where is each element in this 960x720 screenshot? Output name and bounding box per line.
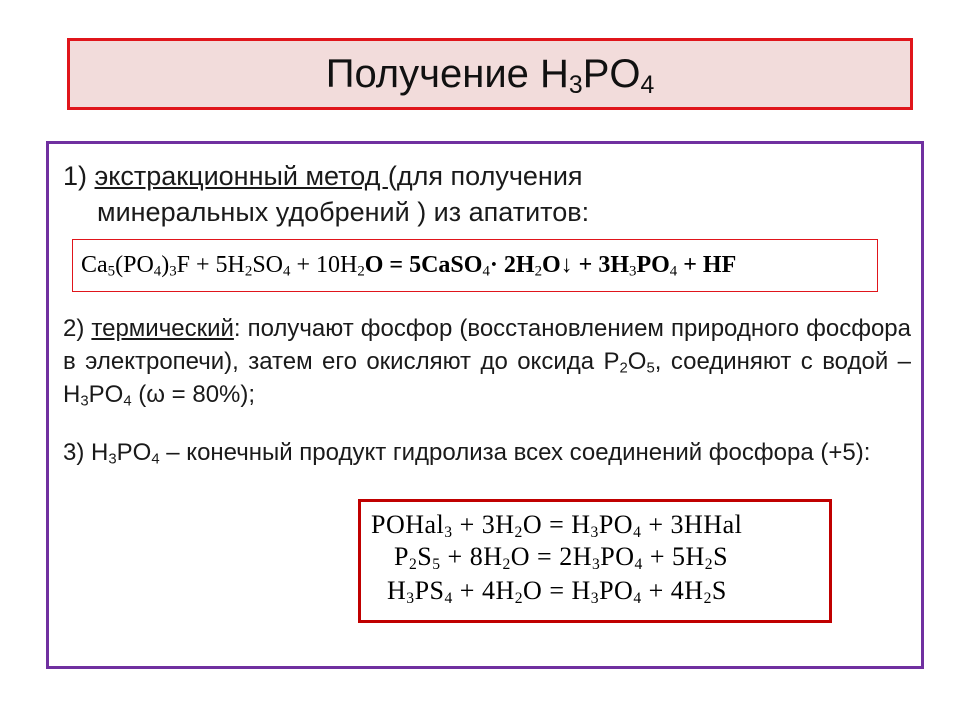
equation-box-hydrolysis bbox=[358, 499, 832, 623]
item-thermal bbox=[63, 312, 911, 411]
item-text: H bbox=[91, 439, 109, 466]
subscript: 4 bbox=[123, 393, 132, 410]
item-text: : получают фосфор (восстановлением природного фосфора в электропечи), затем его окисляют до оксида P bbox=[63, 315, 911, 375]
slide-title bbox=[326, 52, 655, 97]
item-text: PO bbox=[88, 381, 124, 408]
title-sub: 4 bbox=[640, 71, 655, 99]
subscript: 3 bbox=[108, 451, 117, 468]
equation-apatite: $Ca_5(PO_4)_3F + 5H_2SO_4 + 10H_2O$ = 5CaSO$_4$· $2H_2O↓ + 3H_3PO_4$ + HF bbox=[81, 252, 737, 280]
title-box bbox=[67, 38, 913, 110]
item-text: минеральных удобрений ) из апатитов: bbox=[97, 197, 590, 227]
title-sub: 3 bbox=[568, 71, 583, 99]
item-text: PO bbox=[116, 439, 152, 466]
subscript: 5 bbox=[646, 360, 655, 377]
method-name: термический bbox=[91, 315, 234, 342]
equation-box-apatite bbox=[72, 239, 878, 292]
title-text: PO bbox=[582, 51, 641, 96]
title-text: Получение H bbox=[325, 51, 569, 96]
item-text: , соединяют с водой – H bbox=[63, 348, 912, 408]
item-number: 2) bbox=[63, 315, 92, 342]
subscript: 2 bbox=[619, 360, 628, 377]
subscript: 3 bbox=[80, 393, 89, 410]
item-text: (для получения bbox=[387, 161, 583, 191]
item-number: 3) bbox=[63, 439, 92, 466]
equation-row-pohal: POHal$_3$ + $3H_2O = H_3PO_4$ + 3HHal bbox=[371, 510, 743, 541]
item-text: O bbox=[627, 348, 647, 375]
item-extraction bbox=[63, 158, 903, 230]
item-text: (ω = 80%); bbox=[131, 381, 256, 408]
item-text: – конечный продукт гидролиза всех соединений фосфора (+5): bbox=[159, 439, 871, 466]
equation-row-h3ps4: $H_3PS_4 + 4H_2O = H_3PO_4 + 4H_2S$ bbox=[387, 576, 727, 607]
subscript: 4 bbox=[151, 451, 160, 468]
equation-row-p2s5: $P_2S_5 + 8H_2O = 2H_3PO_4 + 5H_2S$ bbox=[394, 542, 729, 573]
method-name: экстракционный метод bbox=[94, 161, 388, 191]
item-number: 1) bbox=[63, 161, 95, 191]
item-hydrolysis bbox=[63, 436, 911, 469]
